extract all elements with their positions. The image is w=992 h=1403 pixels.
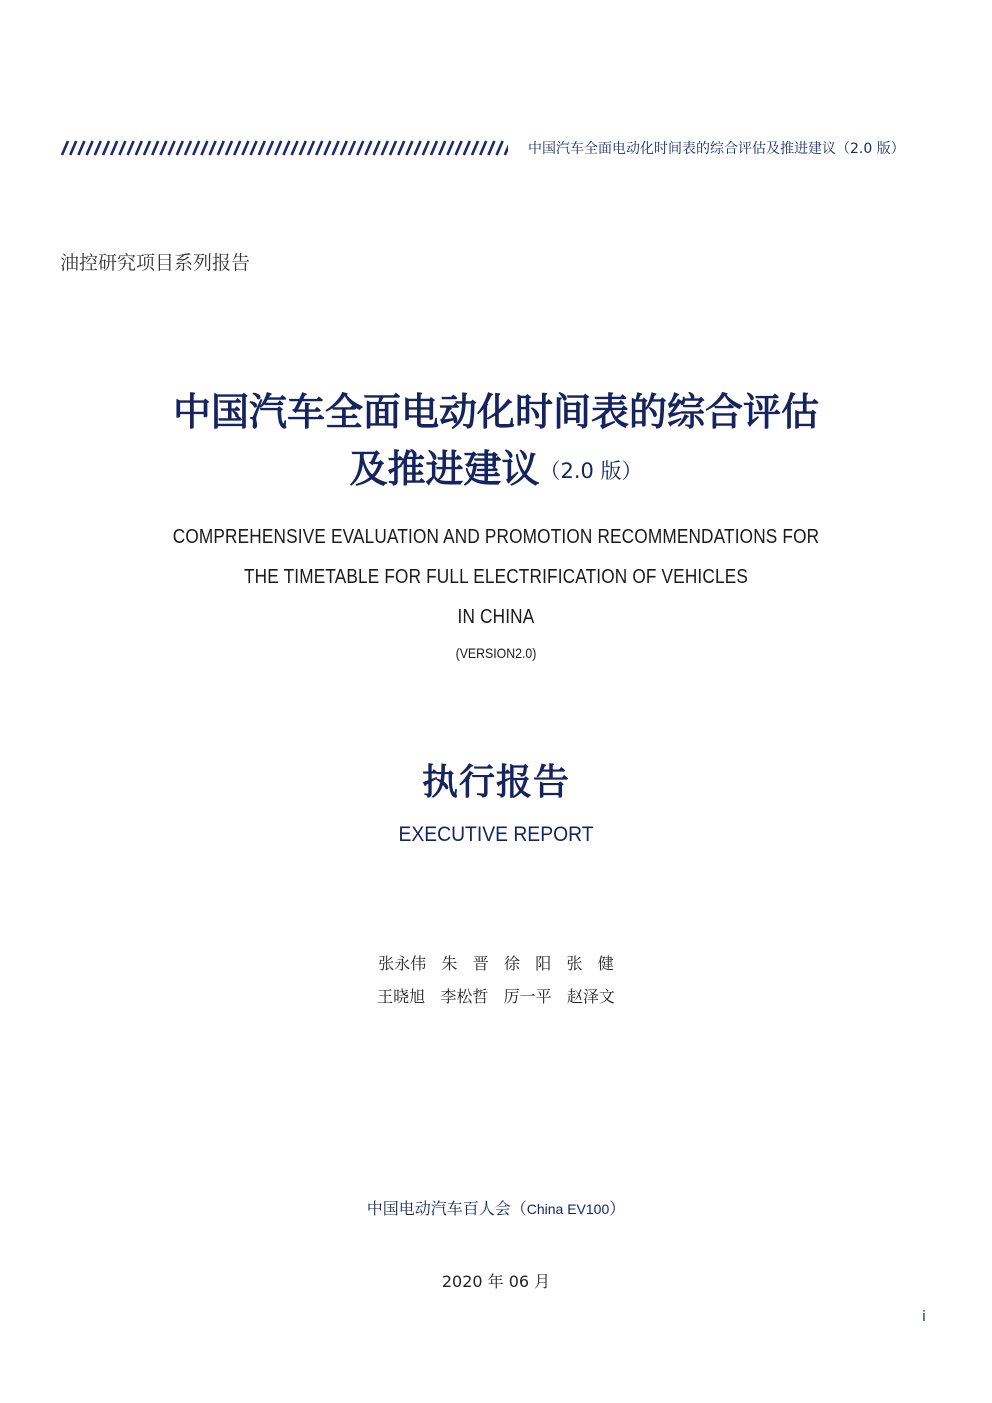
hatch-stroke	[111, 141, 117, 155]
series-label: 油控研究项目系列报告	[60, 252, 251, 274]
hatch-stroke	[398, 141, 404, 155]
hatch-stroke	[251, 141, 257, 155]
title-en-line3: IN CHINA	[457, 606, 535, 628]
hatch-stroke	[62, 141, 68, 155]
authors-row-2: 王晓旭 李松哲 厉一平 赵泽文	[377, 987, 615, 1006]
hatch-stroke	[95, 141, 101, 155]
hatch-stroke	[185, 141, 191, 155]
authors-row-1: 张永伟 朱 晋 徐 阳 张 健	[378, 954, 614, 973]
hatch-stroke	[374, 141, 380, 155]
title-en-line1: COMPREHENSIVE EVALUATION AND PROMOTION RECOMMENDATIONS FOR	[172, 526, 820, 548]
hatch-stroke	[226, 141, 232, 155]
organization-close: ）	[609, 1199, 626, 1218]
hatch-stroke	[267, 141, 273, 155]
hatch-stroke	[357, 141, 363, 155]
hatch-stroke	[324, 141, 330, 155]
hatch-stroke	[152, 141, 158, 155]
hatch-stroke	[316, 141, 322, 155]
hatch-stroke	[210, 141, 216, 155]
organization	[0, 1196, 992, 1219]
hatch-stroke	[259, 141, 265, 155]
hatch-stroke	[439, 141, 445, 155]
hatch-stroke	[177, 141, 183, 155]
hatch-stroke	[415, 141, 421, 155]
hatch-stroke	[406, 141, 412, 155]
hatch-stroke	[87, 141, 93, 155]
hatch-stroke	[292, 141, 298, 155]
title-cn-version: （2.0 版）	[539, 459, 643, 483]
hatch-stroke	[201, 141, 207, 155]
hatch-stroke	[70, 141, 76, 155]
title-cn-line2	[0, 447, 992, 493]
title-en-line2: THE TIMETABLE FOR FULL ELECTRIFICATION OF VEHICLES	[244, 566, 748, 588]
hatch-stroke	[505, 141, 508, 155]
header-running-title: 中国汽车全面电动化时间表的综合评估及推进建议（2.0 版）	[528, 141, 905, 157]
hatch-stroke	[144, 141, 150, 155]
hatch-stroke	[423, 141, 429, 155]
hatch-stroke	[78, 141, 84, 155]
hatch-stroke	[218, 141, 224, 155]
hatch-stroke	[103, 141, 109, 155]
hatch-stroke	[431, 141, 437, 155]
hatch-stroke	[333, 141, 339, 155]
organization-cn: 中国电动汽车百人会（	[366, 1199, 527, 1218]
hatch-stroke	[283, 141, 289, 155]
hatch-stroke	[472, 141, 478, 155]
hatch-stroke	[160, 141, 166, 155]
hatch-stroke	[300, 141, 306, 155]
organization-en: China EV100	[526, 1201, 610, 1217]
header-hatch-band	[60, 140, 508, 156]
hatch-stroke	[497, 141, 503, 155]
hatch-stroke	[464, 141, 470, 155]
hatch-stroke	[456, 141, 462, 155]
hatch-stroke	[308, 141, 314, 155]
title-cn-line2-main: 及推进建议	[349, 447, 540, 491]
report-type-cn: 执行报告	[421, 762, 570, 803]
page-number: i	[922, 1309, 926, 1325]
hatch-stroke	[382, 141, 388, 155]
hatch-stroke	[193, 141, 199, 155]
hatch-stroke	[119, 141, 125, 155]
hatch-stroke	[128, 141, 134, 155]
title-cn-line1: 中国汽车全面电动化时间表的综合评估	[172, 390, 819, 434]
hatch-stroke	[480, 141, 486, 155]
hatch-stroke	[341, 141, 347, 155]
hatch-stroke	[136, 141, 142, 155]
hatch-stroke	[349, 141, 355, 155]
hatch-stroke	[390, 141, 396, 155]
title-en-version: (VERSION2.0)	[455, 645, 537, 661]
hatch-stroke	[447, 141, 453, 155]
hatch-stroke	[488, 141, 494, 155]
publication-date: 2020 年 06 月	[441, 1272, 551, 1291]
hatch-stroke	[365, 141, 371, 155]
hatch-stroke	[234, 141, 240, 155]
hatch-stroke	[275, 141, 281, 155]
hatch-stroke	[169, 141, 175, 155]
hatch-stroke	[242, 141, 248, 155]
report-type-en: EXECUTIVE REPORT	[398, 823, 594, 846]
